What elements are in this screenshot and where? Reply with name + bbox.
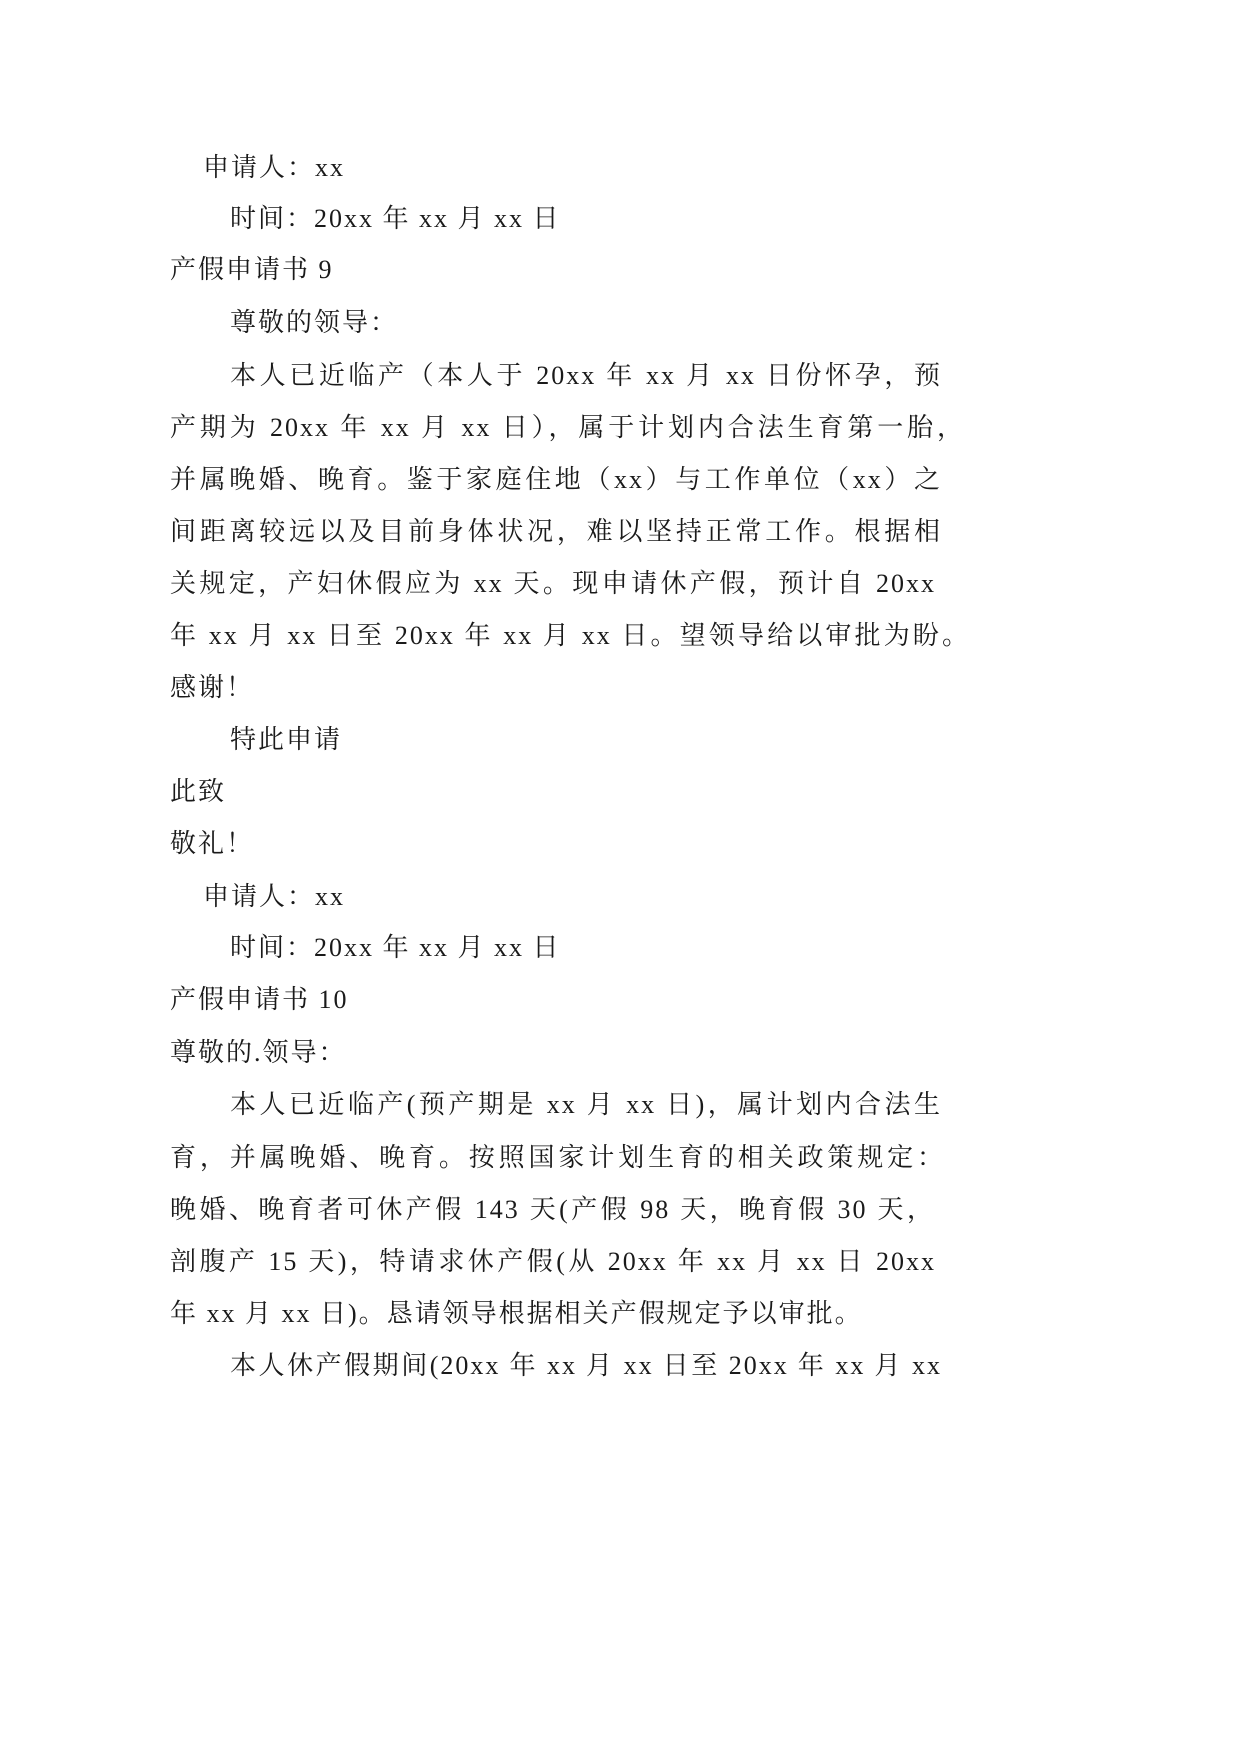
body-line: 剖腹产 15 天)，特请求休产假(从 20xx 年 xx 月 xx 日 20xx — [170, 1247, 936, 1276]
regards-line: 敬礼！ — [170, 829, 255, 858]
body-line: 本人已近临产（本人于 20xx 年 xx 月 xx 日份怀孕，预 — [230, 361, 942, 390]
regards-line: 此致 — [170, 777, 227, 806]
salutation: 尊敬的领导： — [230, 308, 399, 337]
body-line: 感谢！ — [170, 673, 255, 702]
body-line: 晚婚、晚育者可休产假 143 天(产假 98 天，晚育假 30 天， — [170, 1195, 935, 1224]
body-line: 年 xx 月 xx 日)。恳请领导根据相关产假规定予以审批。 — [170, 1299, 863, 1328]
closing-line: 特此申请 — [230, 725, 343, 754]
letter-title: 产假申请书 10 — [170, 985, 349, 1014]
date-line: 时间：20xx 年 xx 月 xx 日 — [230, 204, 561, 233]
date-line: 时间：20xx 年 xx 月 xx 日 — [230, 933, 561, 962]
salutation: 尊敬的.领导： — [170, 1038, 347, 1067]
body-line: 间距离较远以及目前身体状况，难以坚持正常工作。根据相 — [170, 517, 942, 546]
applicant-line: 申请人：xx — [203, 882, 346, 911]
body-line: 年 xx 月 xx 日至 20xx 年 xx 月 xx 日。望领导给以审批为盼。 — [170, 621, 970, 650]
letter-title: 产假申请书 9 — [170, 255, 334, 284]
body-line: 本人已近临产(预产期是 xx 月 xx 日)，属计划内合法生 — [230, 1090, 942, 1119]
body-line: 育，并属晚婚、晚育。按照国家计划生育的相关政策规定： — [170, 1143, 945, 1172]
body-line: 关规定，产妇休假应为 xx 天。现申请休产假，预计自 20xx — [170, 569, 936, 598]
body-line: 并属晚婚、晚育。鉴于家庭住地（xx）与工作单位（xx）之 — [170, 465, 942, 494]
body-line: 产期为 20xx 年 xx 月 xx 日），属于计划内合法生育第一胎， — [170, 413, 965, 442]
applicant-line: 申请人：xx — [203, 153, 346, 182]
body-line: 本人休产假期间(20xx 年 xx 月 xx 日至 20xx 年 xx 月 xx — [230, 1351, 942, 1380]
